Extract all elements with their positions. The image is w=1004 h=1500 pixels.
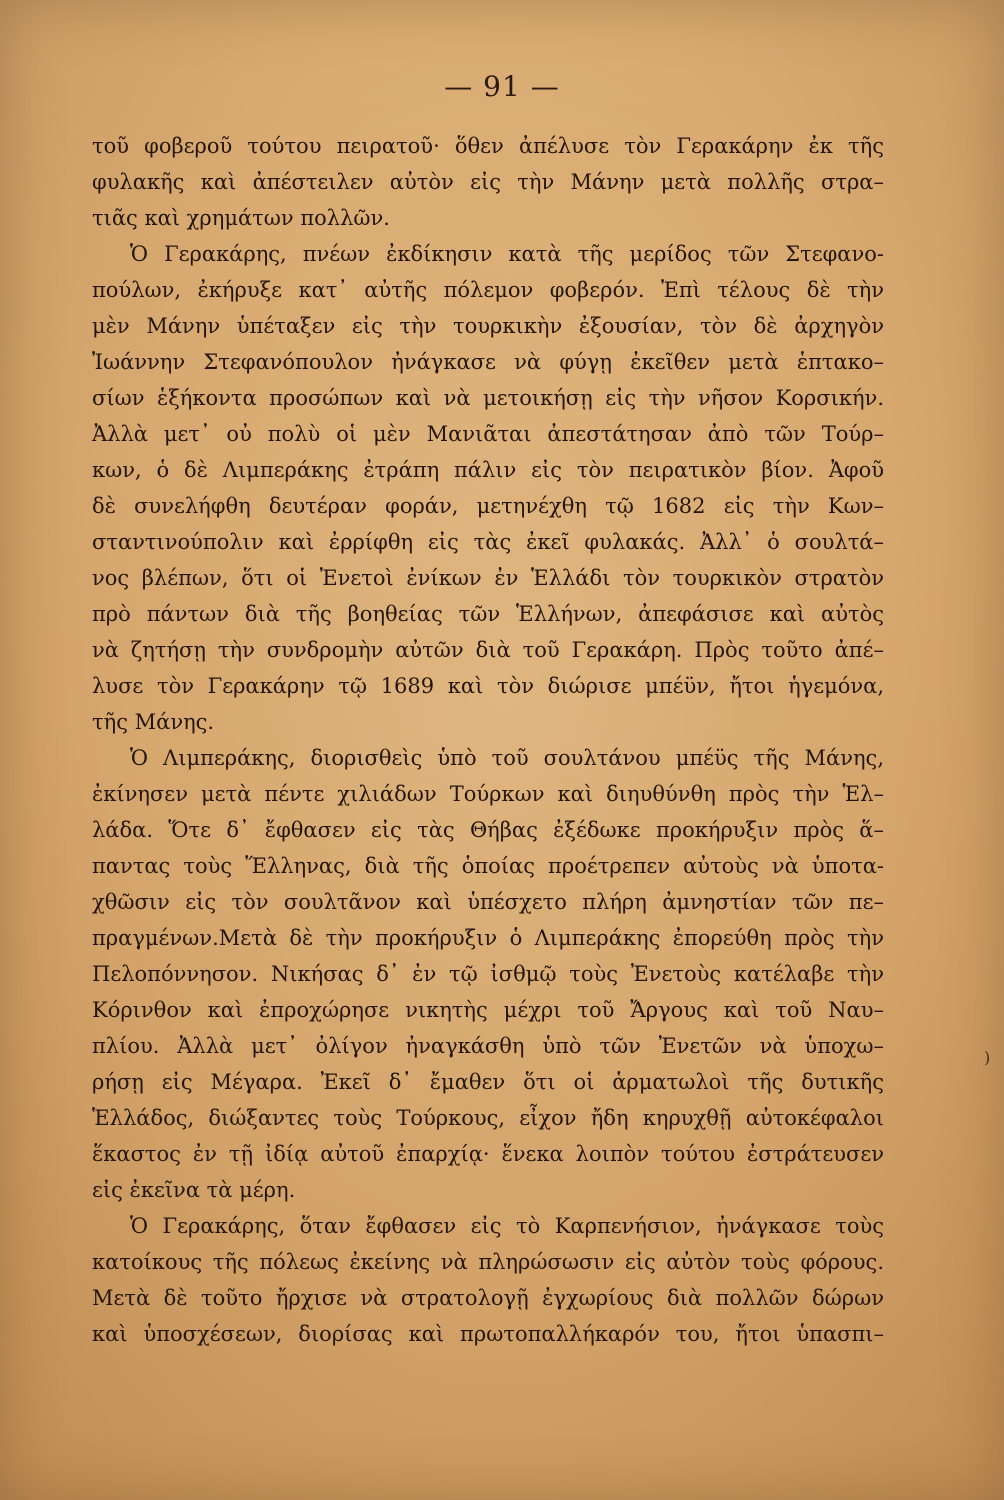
text-line: Ἀλλὰ μετ᾽ οὐ πολὺ οἱ μὲν Μανιᾶται ἀπεστάτησαν ἀπὸ τῶν Τούρ– bbox=[92, 422, 884, 446]
text-line: ρήσῃ εἰς Μέγαρα. Ἐκεῖ δ᾽ ἔμαθεν ὅτι οἱ ἁρματωλοὶ τῆς δυτικῆς bbox=[92, 1070, 884, 1094]
text-line: πούλων, ἐκήρυξε κατ᾽ αὐτῆς πόλεμον φοβερόν. Ἐπὶ τέλους δὲ τὴν bbox=[92, 278, 884, 302]
text-line: εἰς ἐκεῖνα τὰ μέρη. bbox=[92, 1178, 296, 1202]
page-number: — 91 — bbox=[444, 70, 560, 103]
text-line: τῆς Μάνης. bbox=[92, 710, 215, 734]
text-line: πλίου. Ἀλλὰ μετ᾽ ὀλίγον ἠναγκάσθη ὑπὸ τῶν Ἐνετῶν νὰ ὑποχω– bbox=[92, 1034, 884, 1058]
text-line: δὲ συνελήφθη δευτέραν φοράν, μετηνέχθη τῷ 1682 εἰς τὴν Κων– bbox=[92, 494, 884, 518]
text-line: ἐκίνησεν μετὰ πέντε χιλιάδων Τούρκων καὶ διηυθύνθη πρὸς τὴν Ἑλ– bbox=[92, 782, 884, 806]
text-line: ἕκαστος ἐν τῇ ἰδίᾳ αὐτοῦ ἐπαρχίᾳ· ἕνεκα λοιπὸν τούτου ἐστράτευσεν bbox=[92, 1142, 884, 1166]
text-line: νος βλέπων, ὅτι οἱ Ἐνετοὶ ἐνίκων ἐν Ἑλλάδι τὸν τουρκικὸν στρατὸν bbox=[92, 566, 884, 590]
text-line: φυλακῆς καὶ ἀπέστειλεν αὐτὸν εἰς τὴν Μάνην μετὰ πολλῆς στρα– bbox=[92, 170, 884, 194]
text-line: Κόρινθον καὶ ἐπροχώρησε νικητὴς μέχρι τοῦ Ἄργους καὶ τοῦ Ναυ– bbox=[92, 998, 884, 1022]
text-line: πρὸ πάντων διὰ τῆς βοηθείας τῶν Ἑλλήνων, ἀπεφάσισε καὶ αὐτὸς bbox=[92, 602, 884, 626]
text-line: Ἰωάννην Στεφανόπουλον ἠνάγκασε νὰ φύγῃ ἐκεῖθεν μετὰ ἑπτακο– bbox=[92, 350, 884, 374]
text-line: Ὁ Γερακάρης, πνέων ἐκδίκησιν κατὰ τῆς μερίδος τῶν Στεφανο- bbox=[130, 242, 884, 266]
text-line: σταντινούπολιν καὶ ἐρρίφθη εἰς τὰς ἐκεῖ φυλακάς. Ἀλλ᾽ ὁ σουλτά– bbox=[92, 530, 884, 554]
text-line: Ὁ Γερακάρης, ὅταν ἔφθασεν εἰς τὸ Καρπενήσιον, ἠνάγκασε τοὺς bbox=[130, 1214, 884, 1238]
text-line: πραγμένων.Μετὰ δὲ τὴν προκήρυξιν ὁ Λιμπεράκης ἐπορεύθη πρὸς τὴν bbox=[92, 926, 884, 950]
text-line: παντας τοὺς Ἕλληνας, διὰ τῆς ὁποίας προέτρεπεν αὐτοὺς νὰ ὑποτα- bbox=[92, 854, 884, 878]
text-line: νὰ ζητήσῃ τὴν συνδρομὴν αὐτῶν διὰ τοῦ Γερακάρη. Πρὸς τοῦτο ἀπέ– bbox=[92, 638, 884, 662]
text-line: κων, ὁ δὲ Λιμπεράκης ἐτράπη πάλιν εἰς τὸν πειρατικὸν βίον. Ἀφοῦ bbox=[92, 458, 884, 482]
text-line: Μετὰ δὲ τοῦτο ἤρχισε νὰ στρατολογῇ ἐγχωρίους διὰ πολλῶν δώρων bbox=[92, 1286, 884, 1310]
text-line: τιᾶς καὶ χρημάτων πολλῶν. bbox=[92, 206, 390, 230]
text-line: χθῶσιν εἰς τὸν σουλτᾶνον καὶ ὑπέσχετο πλήρη ἀμνηστίαν τῶν πε– bbox=[92, 890, 884, 914]
text-line: τοῦ φοβεροῦ τούτου πειρατοῦ· ὅθεν ἀπέλυσε τὸν Γερακάρην ἐκ τῆς bbox=[92, 134, 884, 158]
margin-mark: ) bbox=[984, 1048, 991, 1067]
text-line: λάδα. Ὅτε δ᾽ ἔφθασεν εἰς τὰς Θήβας ἐξέδωκε προκήρυξιν πρὸς ἅ– bbox=[92, 818, 884, 842]
text-line: σίων ἑξήκοντα προσώπων καὶ νὰ μετοικήσῃ εἰς τὴν νῆσον Κορσικήν. bbox=[92, 386, 884, 410]
body-text bbox=[92, 128, 884, 1352]
text-line: Πελοπόννησον. Νικήσας δ᾽ ἐν τῷ ἰσθμῷ τοὺς Ἐνετοὺς κατέλαβε τὴν bbox=[92, 962, 884, 986]
text-line: Ὁ Λιμπεράκης, διορισθεὶς ὑπὸ τοῦ σουλτάνου μπέϋς τῆς Μάνης, bbox=[130, 746, 884, 770]
text-line: κατοίκους τῆς πόλεως ἐκείνης νὰ πληρώσωσιν εἰς αὐτὸν τοὺς φόρους. bbox=[92, 1250, 884, 1274]
text-line: καὶ ὑποσχέσεων, διορίσας καὶ πρωτοπαλλήκαρόν του, ἤτοι ὑπασπι– bbox=[92, 1322, 884, 1346]
text-line: μὲν Μάνην ὑπέταξεν εἰς τὴν τουρκικὴν ἐξουσίαν, τὸν δὲ ἀρχηγὸν bbox=[92, 314, 884, 338]
text-line: λυσε τὸν Γερακάρην τῷ 1689 καὶ τὸν διώρισε μπέϋν, ἤτοι ἡγεμόνα, bbox=[92, 674, 884, 698]
text-line: Ἑλλάδος, διώξαντες τοὺς Τούρκους, εἶχον ἤδη κηρυχθῇ αὐτοκέφαλοι bbox=[92, 1106, 884, 1130]
